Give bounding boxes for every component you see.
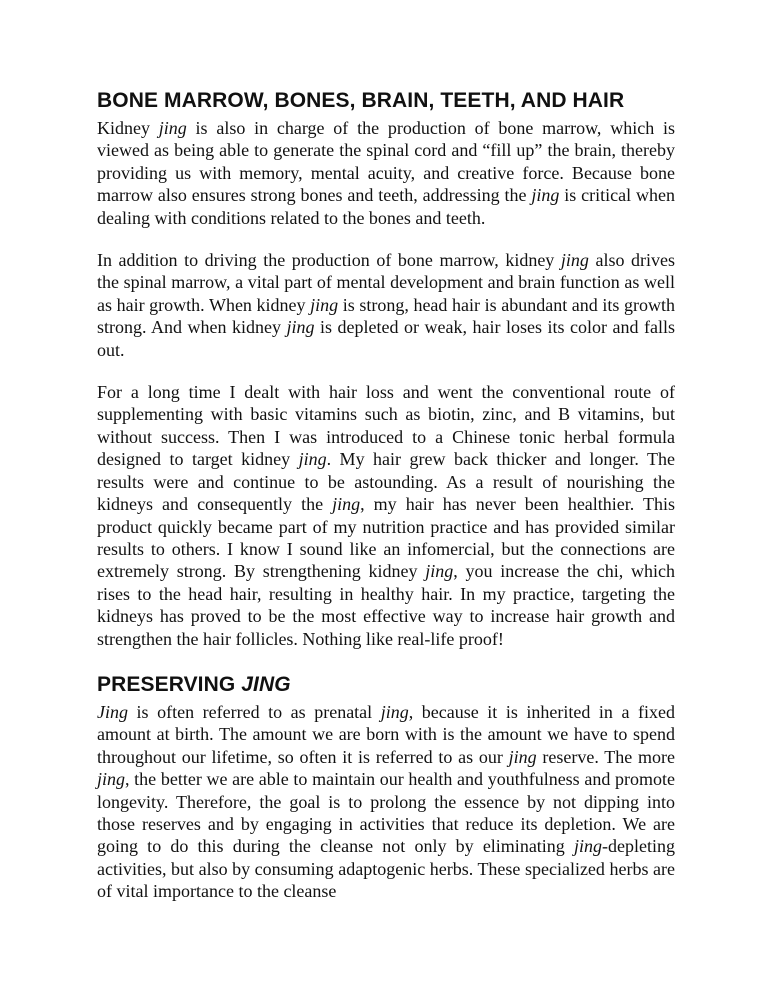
italic-term: jing: [298, 449, 327, 470]
italic-term: jing: [332, 494, 361, 515]
section-heading: BONE MARROW, BONES, BRAIN, TEETH, AND HAIR: [97, 89, 625, 112]
italic-term: jing: [97, 769, 126, 790]
italic-term: jing: [531, 185, 560, 206]
paragraph: Kidney jing is also in charge of the production of bone marrow, which is viewed as being able to generate the spinal cord and “fill up” the brain, thereby providing us with memory, mental acuity, and creative force. Because bone marrow also ensures strong bones and teeth, addressing the jing is critical when dealing with conditions related to the bones and teeth.: [97, 118, 675, 228]
italic-term: jing: [425, 561, 454, 582]
document-page: [97, 88, 675, 903]
section-heading: PRESERVING JING: [97, 672, 291, 696]
italic-term: Jing: [97, 701, 128, 722]
italic-term: jing: [574, 836, 603, 857]
italic-term: JING: [241, 672, 291, 696]
italic-term: jing: [286, 317, 315, 338]
paragraph: Jing is often referred to as prenatal jing, because it is inherited in a fixed amount at birth. The amount we are born with is the amount we have to spend throughout our lifetime, so often it is referred to as our jing reserve. The more jing, the better we are able to maintain our health and youthfulness and promote longevity. Therefore, the goal is to prolong the essence by not dipping into those reserves and by engaging in activities that reduce its depletion. We are going to do this during the cleanse not only by eliminating jing-depleting activities, but also by consuming adaptogenic herbs. These specialized herbs are of vital importance to the cleanse: [97, 701, 675, 902]
italic-term: jing: [508, 746, 537, 767]
paragraph: For a long time I dealt with hair loss and went the conventional route of supplementing with basic vitamins such as biotin, zinc, and B vitamins, but without success. Then I was introduced to a Chinese tonic herbal formula designed to target kidney jing. My hair grew back thicker and longer. The results were and continue to be astounding. As a result of nourishing the kidneys and consequently the jing, my hair has never been healthier. This product quickly became part of my nutrition practice and has provided similar results to others. I know I sound like an infomercial, but the connections are extremely strong. By strengthening kidney jing, you increase the chi, which rises to the head hair, resulting in healthy hair. In my practice, targeting the kidneys has proved to be the most effective way to increase hair growth and strengthen the hair follicles. Nothing like real-life proof!: [97, 382, 676, 649]
italic-term: jing: [380, 701, 409, 722]
italic-term: jing: [158, 118, 187, 138]
italic-term: jing: [310, 294, 339, 315]
italic-term: jing: [560, 250, 589, 271]
paragraph: In addition to driving the production of bone marrow, kidney jing also drives the spinal marrow, a vital part of mental development and brain function as well as hair growth. When kidney jing is strong, head hair is abundant and its growth strong. And when kidney jing is depleted or weak, hair loses its color and falls out.: [97, 250, 676, 360]
